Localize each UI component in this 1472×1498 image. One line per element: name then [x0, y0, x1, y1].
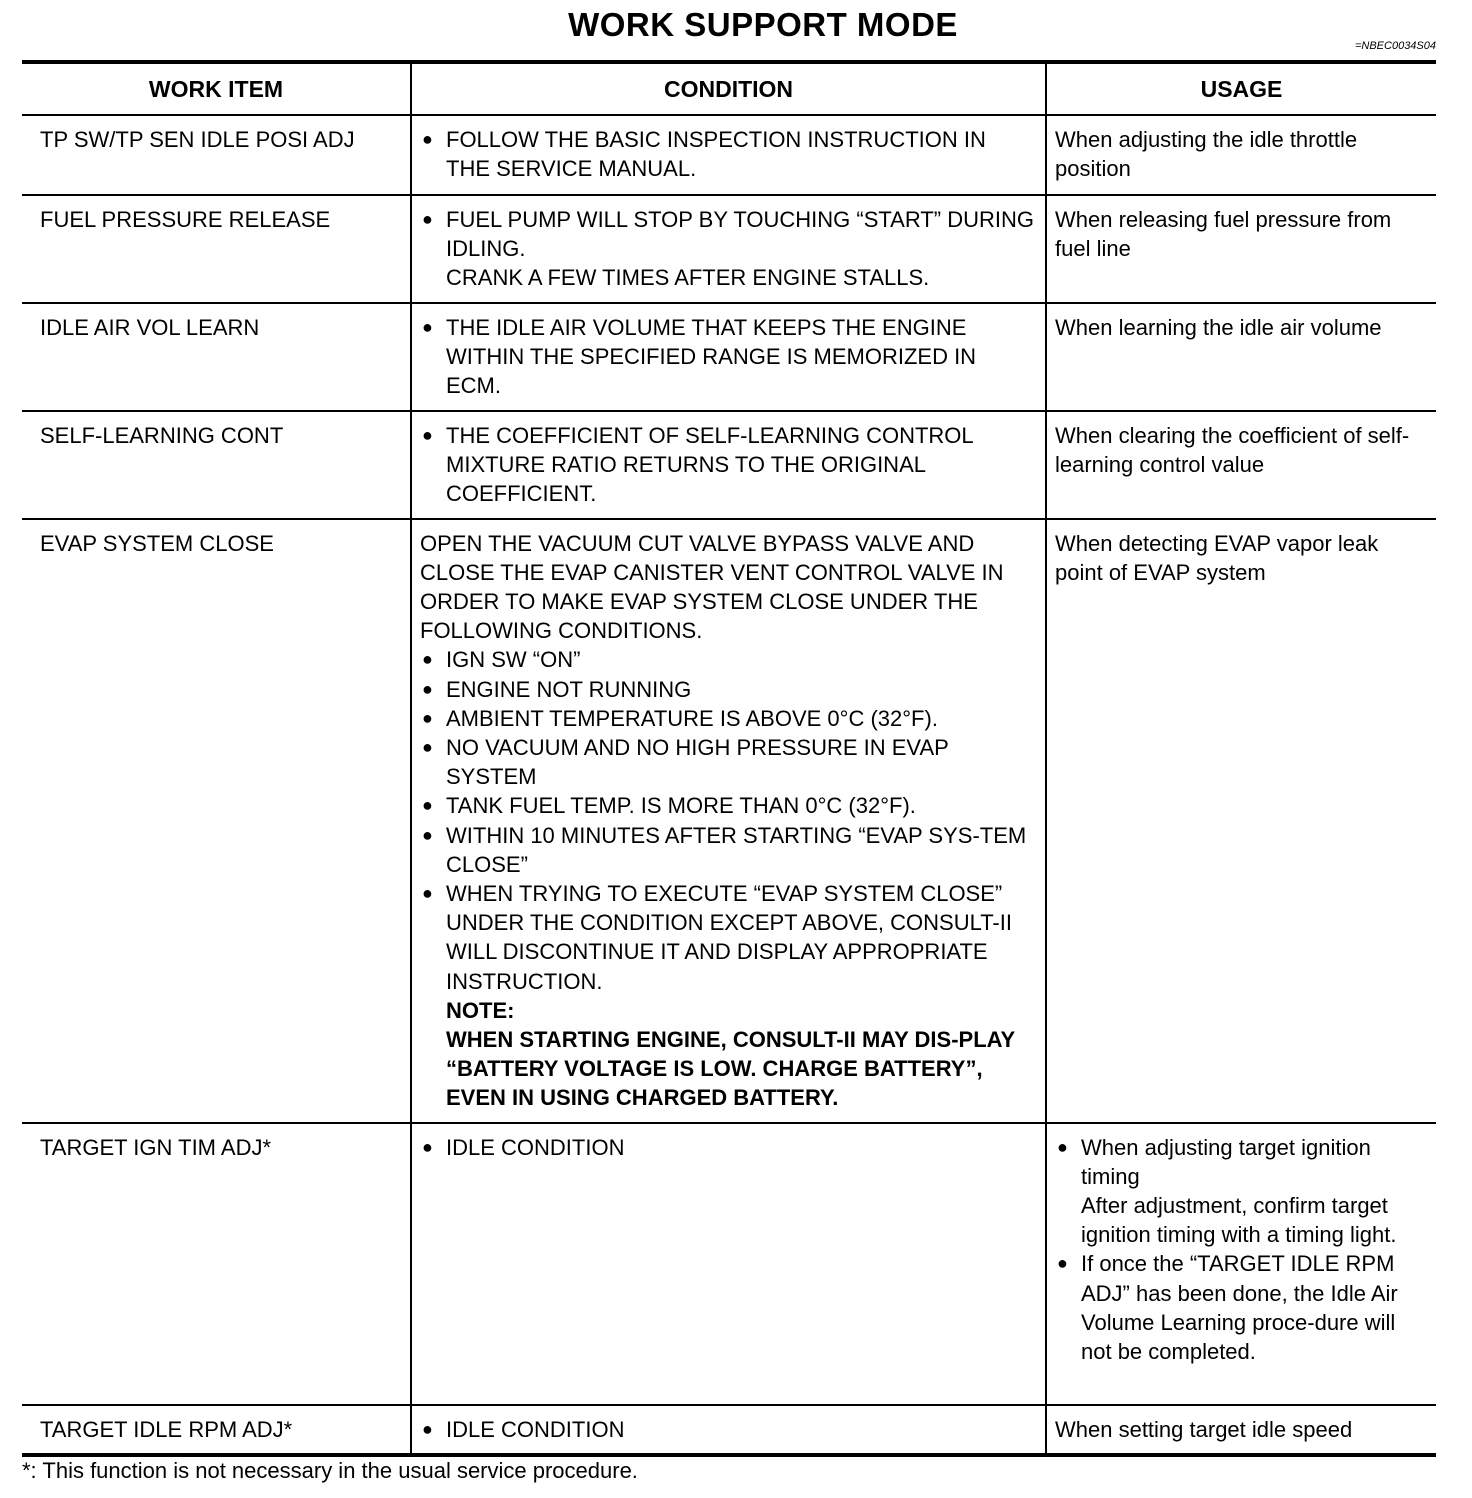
bullet-icon: ● — [422, 795, 433, 816]
note-label: NOTE: — [446, 997, 515, 1023]
condition-cell — [411, 411, 1046, 519]
condition-bullet: ● ENGINE NOT RUNNING — [420, 675, 1035, 704]
usage-cell — [1046, 1123, 1436, 1405]
condition-cell — [411, 1405, 1046, 1455]
condition-bullet: ● THE IDLE AIR VOLUME THAT KEEPS THE ENGINE WITHIN THE SPECIFIED RANGE IS MEMORIZED IN ECM. — [422, 314, 977, 399]
note-text: WHEN STARTING ENGINE, CONSULT-II MAY DIS-PLAY “BATTERY VOLTAGE IS LOW. CHARGE BATTERY”, EVEN IN USING CHARGED BATTERY. — [446, 1027, 1015, 1111]
work-item-cell: TP SW/TP SEN IDLE POSI ADJ — [22, 115, 411, 195]
usage-bullet: ● If once the “TARGET IDLE RPM ADJ” has been done, the Idle Air Volume Learning proce-dure will not be completed. — [1057, 1251, 1398, 1365]
condition-bullet: ● FUEL PUMP WILL STOP BY TOUCHING “START” DURING IDLING. CRANK A FEW TIMES AFTER ENGINE STALLS. — [422, 207, 1034, 291]
reference-code: =NBEC0034S04 — [1354, 40, 1436, 52]
table-row — [22, 411, 1436, 519]
bullet-icon: ● — [1057, 1136, 1068, 1157]
bullet-icon: ● — [1057, 1253, 1068, 1274]
condition-bullet: ● THE COEFFICIENT OF SELF-LEARNING CONTROL MIXTURE RATIO RETURNS TO THE ORIGINAL COEFFICIENT. — [422, 422, 973, 507]
work-item-cell: IDLE AIR VOL LEARN — [22, 303, 411, 411]
condition-bullet: ● NO VACUUM AND NO HIGH PRESSURE IN EVAP SYSTEM — [422, 735, 949, 790]
usage-cell: When clearing the coefficient of self-learning control value — [1046, 411, 1436, 519]
condition-cell — [411, 519, 1046, 1123]
usage-cell: When detecting EVAP vapor leak point of EVAP system — [1046, 519, 1436, 1123]
usage-cell: When setting target idle speed — [1046, 1405, 1436, 1455]
condition-bullet: ● WHEN TRYING TO EXECUTE “EVAP SYSTEM CLOSE” UNDER THE CONDITION EXCEPT ABOVE, CONSULT-II WILL DISCONTINUE IT AND DISPLAY APPROPRIATE INSTRUCTION. NOTE: WHEN STARTING ENGINE, CONSULT-II MAY DIS-PLAY “BATTERY VOLTAGE IS LOW. CHARGE BATTERY”, EVEN IN USING CHARGED BATTERY. — [420, 879, 1035, 1113]
page-title: WORK SUPPORT MODE — [568, 6, 958, 43]
work-item-cell: EVAP SYSTEM CLOSE — [22, 519, 411, 1123]
work-support-table — [22, 60, 1436, 1457]
table-row — [22, 1123, 1436, 1405]
header-condition: CONDITION — [411, 62, 1046, 115]
usage-bullet: ● When adjusting target ignition timing After adjustment, confirm target ignition timing with a timing light. — [1057, 1134, 1397, 1248]
condition-bullet: ● AMBIENT TEMPERATURE IS ABOVE 0°C (32°F). — [420, 704, 1035, 733]
table-row — [22, 1405, 1436, 1455]
work-item-cell: FUEL PRESSURE RELEASE — [22, 195, 411, 303]
condition-intro: OPEN THE VACUUM CUT VALVE BYPASS VALVE AND CLOSE THE EVAP CANISTER VENT CONTROL VALVE IN ORDER TO MAKE EVAP SYSTEM CLOSE UNDER THE FOLLOWING CONDITIONS. — [420, 530, 1004, 644]
table-row — [22, 303, 1436, 411]
table-row — [22, 115, 1436, 195]
work-item-cell: SELF-LEARNING CONT — [22, 411, 411, 519]
bullet-icon: ● — [422, 707, 433, 728]
bullet-icon: ● — [422, 737, 433, 758]
condition-bullet: ● FOLLOW THE BASIC INSPECTION INSTRUCTION IN THE SERVICE MANUAL. — [422, 127, 986, 182]
work-item-cell: TARGET IGN TIM ADJ* — [22, 1123, 411, 1405]
footnote: *: This function is not necessary in the usual service procedure. — [22, 1458, 638, 1483]
table-row — [22, 195, 1436, 303]
work-item-cell: TARGET IDLE RPM ADJ* — [22, 1405, 411, 1455]
bullet-icon: ● — [422, 883, 433, 904]
condition-bullet: ● IDLE CONDITION — [420, 1133, 1035, 1162]
bullet-icon: ● — [422, 649, 433, 670]
table-row — [22, 519, 1436, 1123]
bullet-icon: ● — [422, 824, 433, 845]
bullet-icon: ● — [422, 678, 433, 699]
condition-bullet: ● WITHIN 10 MINUTES AFTER STARTING “EVAP SYS-TEM CLOSE” — [422, 822, 1027, 877]
bullet-icon: ● — [422, 1136, 433, 1157]
header-work-item: WORK ITEM — [22, 62, 411, 115]
header-usage: USAGE — [1046, 62, 1436, 115]
usage-cell: When releasing fuel pressure from fuel line — [1046, 195, 1436, 303]
bullet-icon: ● — [422, 129, 433, 149]
usage-cell: When adjusting the idle throttle position — [1046, 115, 1436, 195]
condition-bullet: ● IDLE CONDITION — [420, 1415, 1035, 1444]
bullet-icon: ● — [422, 209, 433, 229]
usage-cell: When learning the idle air volume — [1046, 303, 1436, 411]
condition-cell — [411, 303, 1046, 411]
table-header-row — [22, 62, 1436, 115]
bullet-icon: ● — [422, 1418, 433, 1439]
condition-cell — [411, 1123, 1046, 1405]
condition-cell — [411, 115, 1046, 195]
condition-bullet: ● IGN SW “ON” — [420, 645, 1035, 674]
condition-cell — [411, 195, 1046, 303]
bullet-icon: ● — [422, 424, 433, 445]
condition-bullet: ● TANK FUEL TEMP. IS MORE THAN 0°C (32°F). — [420, 791, 1035, 820]
bullet-icon: ● — [422, 316, 433, 337]
